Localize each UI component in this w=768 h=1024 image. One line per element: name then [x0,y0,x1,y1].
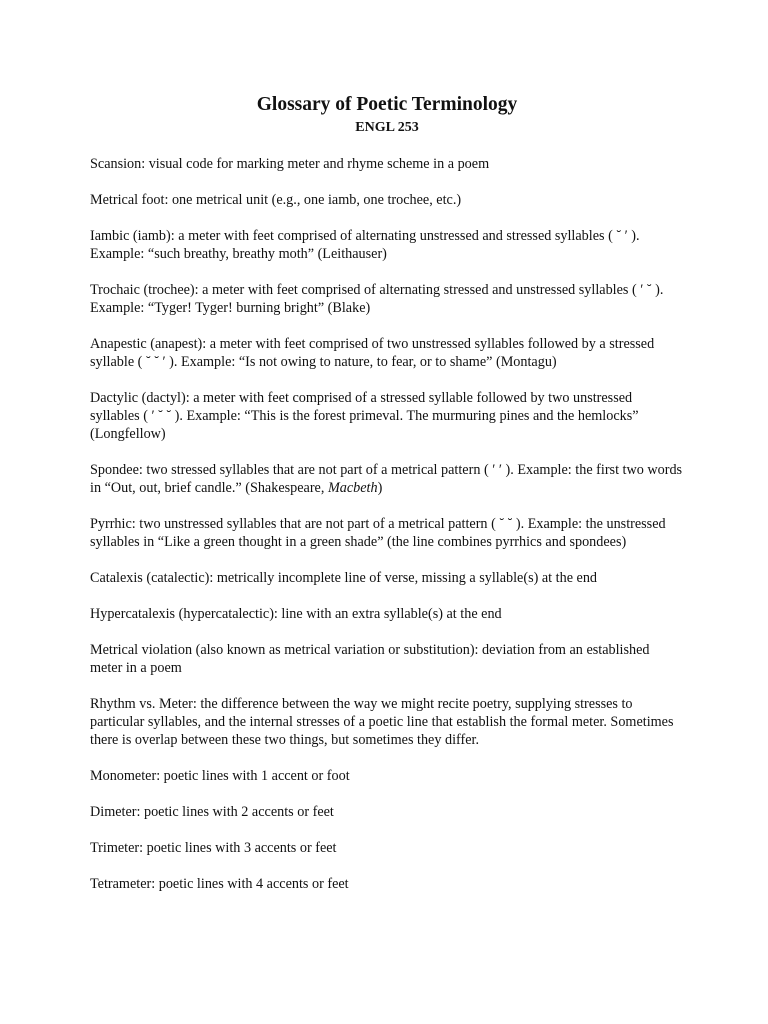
glossary-entry-pyrrhic: Pyrrhic: two unstressed syllables that are not part of a metrical pattern ( ˘ ˘ ). Example: the unstressed syllables in “Like a green thought in a green shade” (the line combines pyrrhics and spondees) [90,516,666,550]
glossary-entry-spondee: Spondee: two stressed syllables that are not part of a metrical pattern ( ′ ′ ). Example: the first two words in “Out, out, brief candle.” (Shakespeare, Macbeth) [90,462,683,496]
glossary-entry-dimeter: Dimeter: poetic lines with 2 accents or feet [90,804,334,820]
glossary-entry-trimeter: Trimeter: poetic lines with 3 accents or feet [90,840,337,856]
page-title: Glossary of Poetic Terminology [256,94,518,115]
glossary-list [90,155,684,893]
glossary-entry-iambic: Iambic (iamb): a meter with feet comprised of alternating unstressed and stressed syllables ( ˘ ′ ). Example: “such breathy, breathy moth” (Leithauser) [90,228,640,262]
glossary-entry-dactylic: Dactylic (dactyl): a meter with feet comprised of a stressed syllable followed by two unstressed syllables ( ′ ˘ ˘ ). Example: “This is the forest primeval. The murmuring pines and the hemlocks” (Longfellow) [90,390,639,442]
glossary-entry-tetrameter: Tetrameter: poetic lines with 4 accents or feet [90,876,349,892]
glossary-entry-anapestic: Anapestic (anapest): a meter with feet comprised of two unstressed syllables followed by a stressed syllable ( ˘ ˘ ′ ). Example: “Is not owing to nature, to fear, or to shame” (Montagu) [90,336,655,370]
glossary-entry-metrical-foot: Metrical foot: one metrical unit (e.g., one iamb, one trochee, etc.) [90,192,462,208]
course-code: ENGL 253 [355,120,419,135]
glossary-entry-scansion: Scansion: visual code for marking meter and rhyme scheme in a poem [90,156,490,172]
glossary-entry-monometer: Monometer: poetic lines with 1 accent or foot [90,768,350,784]
glossary-entry-hypercatalexis: Hypercatalexis (hypercatalectic): line with an extra syllable(s) at the end [90,606,502,622]
glossary-entry-rhythm-vs-meter: Rhythm vs. Meter: the difference between the way we might recite poetry, supplying stresses to particular syllables, and the internal stresses of a poetic line that establish the formal meter. Sometimes there is overlap between these two things, but sometimes they differ. [90,696,674,748]
glossary-entry-catalexis: Catalexis (catalectic): metrically incomplete line of verse, missing a syllable(s) at the end [90,570,598,586]
glossary-entry-trochaic: Trochaic (trochee): a meter with feet comprised of alternating stressed and unstressed syllables ( ′ ˘ ). Example: “Tyger! Tyger! burning bright” (Blake) [90,282,664,316]
glossary-entry-metrical-violation: Metrical violation (also known as metrical variation or substitution): deviation from an established meter in a poem [90,642,650,676]
document-page [90,94,684,911]
